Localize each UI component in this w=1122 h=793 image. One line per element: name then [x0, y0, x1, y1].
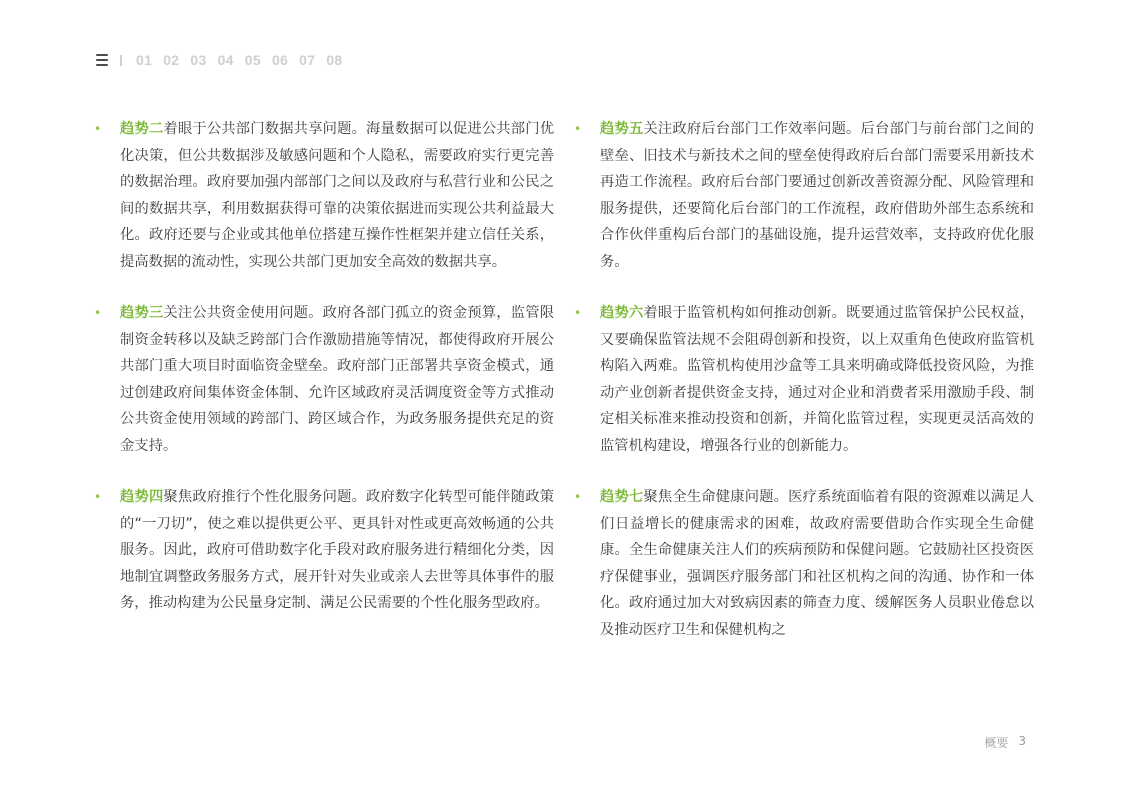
bullet-icon: •	[574, 490, 582, 504]
nav-item-06[interactable]: 06	[271, 52, 289, 68]
page-number: 3	[1018, 734, 1026, 748]
nav-item-07[interactable]: 07	[299, 52, 316, 68]
right-column	[574, 116, 1034, 643]
page-footer	[984, 734, 1026, 751]
nav-item-04[interactable]: 04	[217, 52, 234, 68]
trend-title: 趋势二	[120, 121, 164, 137]
left-column	[94, 116, 554, 617]
trend-body: 聚焦全生命健康问题。医疗系统面临着有限的资源难以满足人们日益增长的健康需求的困难，故政府需要借助合作实现全生命健康。全生命健康关注人们的疾病预防和保健问题。它鼓励社区投资医疗保健事业，强调医疗服务部门和社区机构之间的沟通、协作和一体化。政府通过加大对致病因素的筛查力度、缓解医务人员职业倦怠以及推动医疗卫生和保健机构之	[600, 489, 1035, 638]
bullet-icon: •	[574, 122, 582, 136]
bullet-icon: •	[94, 490, 102, 504]
trend-body: 关注公共资金使用问题。政府各部门孤立的资金预算，监管限制资金转移以及缺乏跨部门合作激励措施等情况，都使得政府开展公共部门重大项目时面临资金壁垒。政府部门正部署共享资金模式，通过创建政府间集体资金体制、允许区域政府灵活调度资金等方式推动公共资金使用领域的跨部门、跨区域合作，为政务服务提供充足的资金支持。	[120, 305, 555, 454]
trend-title: 趋势七	[600, 489, 644, 505]
trend-body: 聚焦政府推行个性化服务问题。政府数字化转型可能伴随政策的“一刀切”，使之难以提供更公平、更具针对性或更高效畅通的公共服务。因此，政府可借助数字化手段对政府服务进行精细化分类，因地制宜调整政务服务方式，展开针对失业或亲人去世等具体事件的服务，推动构建为公民量身定制、满足公民需要的个性化服务型政府。	[120, 489, 555, 611]
menu-icon[interactable]	[96, 54, 108, 66]
bullet-icon: •	[94, 306, 102, 320]
footer-section-label: 概要	[984, 736, 1009, 750]
trend-item	[94, 300, 554, 459]
trend-title: 趋势三	[120, 305, 164, 321]
trend-body: 着眼于监管机构如何推动创新。既要通过监管保护公民权益，又要确保监管法规不会阻碍创新和投资，以上双重角色使政府监管机构陷入两难。监管机构使用沙盒等工具来明确或降低投资风险，为推动产业创新者提供资金支持，通过对企业和消费者采用激励手段、制定相关标准来推动投资和创新，并简化监管过程，实现更灵活高效的监管机构建设，增强各行业的创新能力。	[600, 305, 1035, 454]
bullet-icon: •	[574, 306, 582, 320]
trend-item	[94, 116, 554, 275]
nav-item-05[interactable]: 05	[244, 52, 261, 68]
bullet-icon: •	[94, 122, 102, 136]
top-navigation	[96, 50, 354, 70]
nav-item-01[interactable]: 01	[136, 52, 153, 68]
trend-item	[574, 484, 1034, 643]
trend-title: 趋势四	[120, 489, 164, 505]
trend-item	[574, 116, 1034, 275]
nav-item-02[interactable]: 02	[163, 52, 180, 68]
nav-item-03[interactable]: 03	[190, 52, 207, 68]
nav-separator	[120, 55, 122, 66]
trend-title: 趋势六	[600, 305, 644, 321]
trend-title: 趋势五	[600, 121, 644, 137]
trend-item	[94, 484, 554, 617]
trend-body: 关注政府后台部门工作效率问题。后台部门与前台部门之间的壁垒、旧技术与新技术之间的壁垒使得政府后台部门需要采用新技术再造工作流程。政府后台部门要通过创新改善资源分配、风险管理和服务提供，还要简化后台部门的工作流程，政府借助外部生态系统和合作伙伴重构后台部门的基础设施，提升运营效率，支持政府优化服务。	[600, 121, 1035, 270]
nav-item-08[interactable]: 08	[326, 52, 343, 68]
trend-item	[574, 300, 1034, 459]
trend-body: 着眼于公共部门数据共享问题。海量数据可以促进公共部门优化决策，但公共数据涉及敏感问题和个人隐私，需要政府实行更完善的数据治理。政府要加强内部部门之间以及政府与私营行业和公民之间的数据共享，利用数据获得可靠的决策依据进而实现公共利益最大化。政府还要与企业或其他单位搭建互操作性框架并建立信任关系，提高数据的流动性，实现公共部门更加安全高效的数据共享。	[120, 121, 555, 270]
